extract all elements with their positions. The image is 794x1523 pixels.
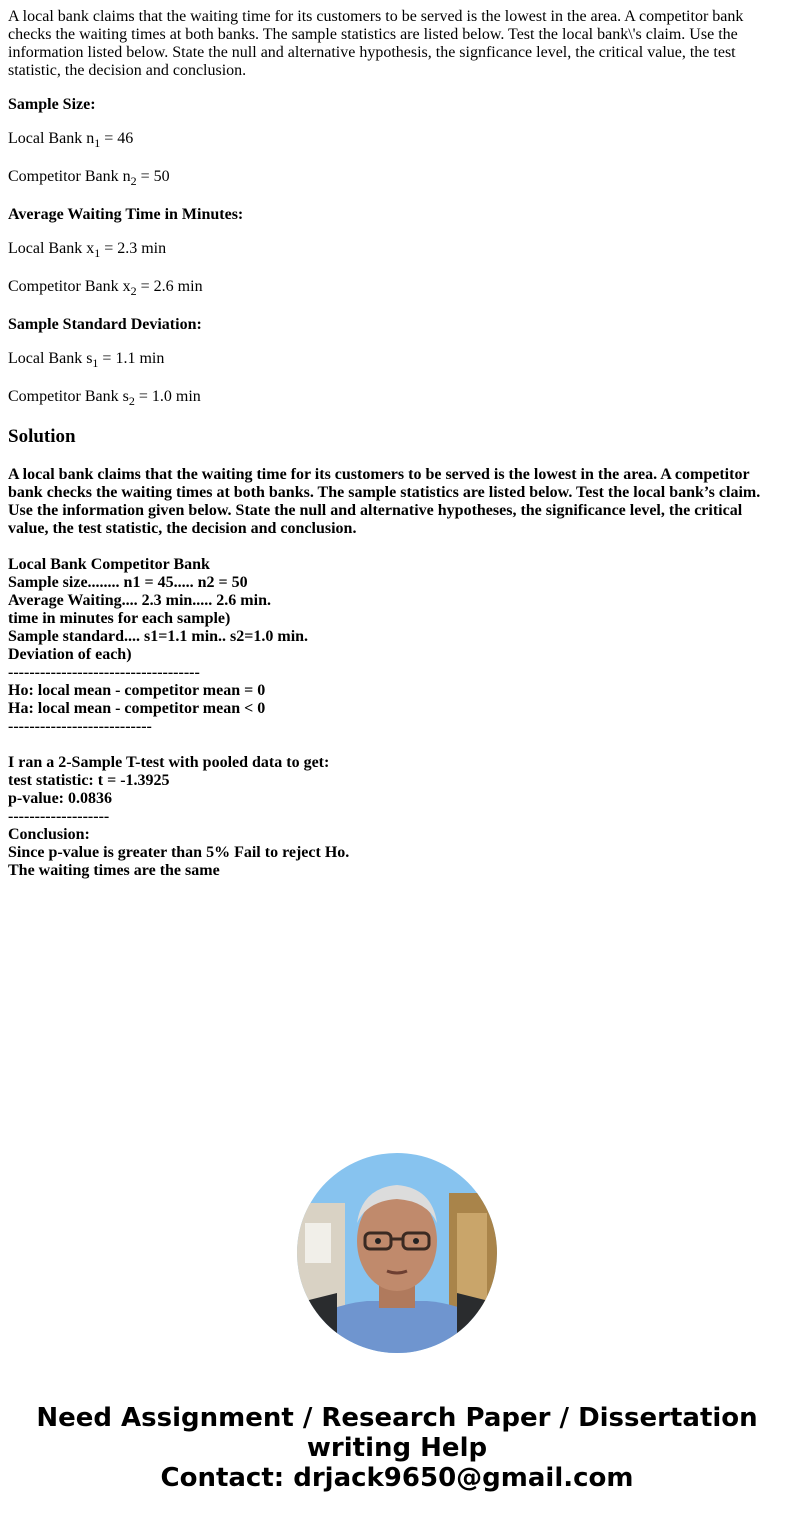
solution-line: Ho: local mean - competitor mean = 0 bbox=[8, 682, 266, 699]
solution-line: --------------------------- bbox=[8, 718, 152, 735]
local-sample-size: Local Bank $n_1 = 46$ bbox=[8, 130, 134, 150]
footer-line-2: writing Help bbox=[306, 1433, 488, 1463]
solution-line: Ha: local mean - competitor mean < 0 bbox=[8, 700, 266, 717]
solution-line: ------------------------------------ bbox=[8, 664, 200, 681]
solution-line: Since p-value is greater than 5% Fail to reject Ho. bbox=[8, 844, 350, 861]
local-average: Local Bank $x_1 = 2.3$ min bbox=[8, 240, 167, 260]
solution-question: A local bank claims that the waiting time for its customers to be served is the lowest in the area. A competitor bank checks the waiting times at both banks. The sample statistics are listed below. Test the local bank’s claim. Use the information given below. State the null and alternative hypotheses, the significance level, the critical value, the test statistic, the decision and conclusion. bbox=[8, 466, 761, 537]
competitor-sample-size: Competitor Bank $n_2 = 50$ bbox=[8, 168, 170, 188]
solution-body bbox=[8, 466, 786, 880]
solution-line bbox=[8, 736, 786, 754]
footer-line-1: Need Assignment / Research Paper / Dissertation bbox=[36, 1403, 758, 1433]
competitor-std-dev: Competitor Bank $s_2 = 1.0$ min bbox=[8, 388, 201, 408]
local-std-dev: Local Bank $s_1 = 1.1$ min bbox=[8, 350, 165, 370]
solution-line: I ran a 2-Sample T-test with pooled data to get: bbox=[8, 754, 330, 771]
question-intro: A local bank claims that the waiting time for its customers to be served is the lowest in the area. A competitor bank checks the waiting times at both banks. The sample statistics are listed below. Test the local bank\'s claim. Use the information listed below. State the null and alternative hypothesis, the signficance level, the critical value, the test statistic, the decision and conclusion. bbox=[8, 8, 744, 79]
solution-line: The waiting times are the same bbox=[8, 862, 220, 879]
avatar bbox=[297, 1153, 497, 1353]
solution-line: ------------------- bbox=[8, 808, 110, 825]
solution-line: Conclusion: bbox=[8, 826, 90, 843]
person-photo-icon bbox=[297, 1153, 497, 1353]
solution-line: p-value: 0.0836 bbox=[8, 790, 112, 807]
solution-line: Sample standard.... s1=1.1 min.. s2=1.0 min. bbox=[8, 628, 309, 645]
sample-size-heading: Sample Size: bbox=[8, 96, 96, 113]
solution-line: Sample size........ n1 = 45..... n2 = 50 bbox=[8, 574, 248, 591]
competitor-average: Competitor Bank $x_2 = 2.6$ min bbox=[8, 278, 203, 298]
footer-contact-line: Contact: drjack9650@gmail.com bbox=[160, 1463, 634, 1493]
solution-line: time in minutes for each sample) bbox=[8, 610, 231, 627]
std-dev-heading: Sample Standard Deviation: bbox=[8, 316, 202, 333]
solution-line: Deviation of each) bbox=[8, 646, 132, 663]
solution-line: test statistic: t = -1.3925 bbox=[8, 772, 170, 789]
solution-heading: Solution bbox=[8, 426, 76, 447]
solution-lines bbox=[8, 556, 786, 880]
average-heading: Average Waiting Time in Minutes: bbox=[8, 206, 244, 223]
contact-footer bbox=[0, 1403, 794, 1493]
solution-line: Local Bank Competitor Bank bbox=[8, 556, 210, 573]
solution-line: Average Waiting.... 2.3 min..... 2.6 min. bbox=[8, 592, 271, 609]
